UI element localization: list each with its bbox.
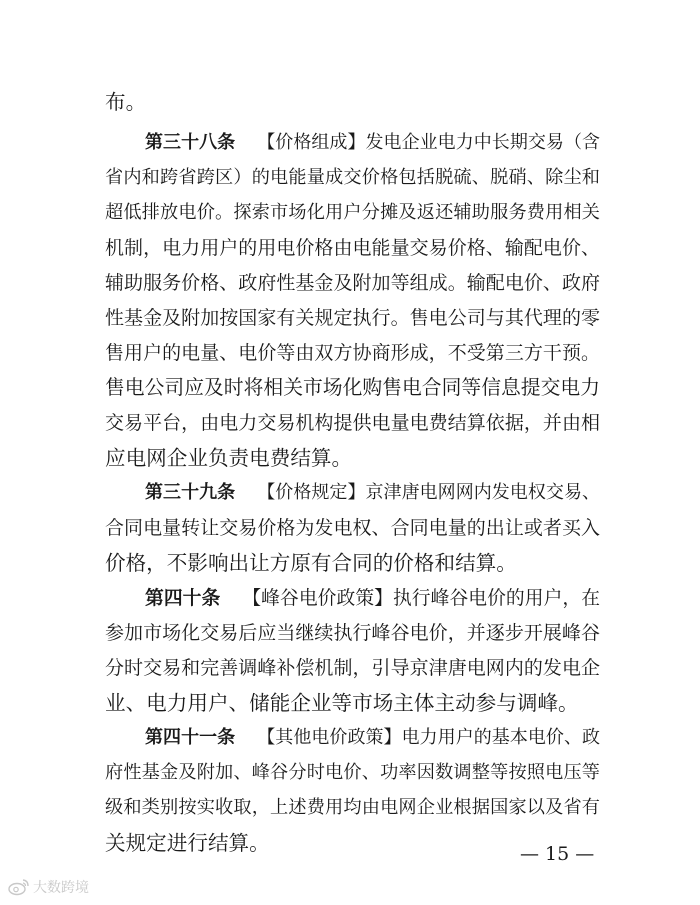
body-line [105, 655, 600, 681]
body-line [105, 550, 600, 576]
body-line [105, 445, 600, 471]
body-line [105, 620, 600, 646]
body-line [105, 410, 600, 436]
line-text: 合同电量转让交易价格为发电权、合同电量的出让或者买入 [105, 517, 600, 539]
line-text: 辅助服务价格、政府性基金及附加等组成。输配电价、政府 [105, 272, 600, 294]
line-text: 业、电力用户、储能企业等市场主体主动参与调峰。 [105, 691, 579, 715]
body-line [105, 165, 600, 191]
body-line [105, 340, 600, 366]
body-line [105, 690, 600, 716]
body-line [105, 200, 600, 226]
article-39-title: 第三十九条 [145, 482, 236, 503]
line-text: 售用户的电量、电价等由双方协商形成，不受第三方干预。 [105, 342, 600, 364]
article-41-title: 第四十一条 [145, 727, 236, 748]
body-line [105, 795, 600, 821]
line-text: 应电网企业负责电费结算。 [105, 446, 353, 470]
article-40-title: 第四十条 [145, 587, 221, 609]
line-text: 性基金及附加按国家有关规定执行。售电公司与其代理的零 [105, 307, 600, 329]
watermark [8, 876, 89, 898]
line-text: 府性基金及附加、峰谷分时电价、功率因数调整等按照电压等 [105, 762, 600, 783]
line-text: 售电公司应及时将相关市场化购售电合同等信息提交电力 [105, 376, 600, 399]
line-text: 交易平台，由电力交易机构提供电量电费结算依据，并由相 [105, 412, 600, 434]
line-text: 省内和跨省跨区）的电能量成交价格包括脱硫、脱硝、除尘和 [105, 167, 600, 188]
line-text: 机制，电力用户的用电价格由电能量交易价格、输配电价、 [105, 237, 600, 259]
body-line [105, 375, 600, 401]
article-38-heading-line [145, 130, 600, 156]
line-text: 超低排放电价。探索市场化用户分摊及返还辅助服务费用相关 [105, 202, 600, 223]
body-line [105, 515, 600, 541]
body-line [105, 760, 600, 786]
line-text: 【价格组成】发电企业电力中长期交易（含 [257, 132, 601, 153]
line-text: 布。 [105, 90, 147, 114]
line-text: 【其他电价政策】电力用户的基本电价、政 [257, 727, 601, 748]
line-text: 关规定进行结算。 [105, 831, 270, 855]
body-line [105, 89, 600, 115]
weibo-logo-icon [8, 878, 30, 896]
article-40-heading-line [145, 585, 600, 612]
line-text: 参加市场化交易后应当继续执行峰谷电价，并逐步开展峰谷 [105, 622, 600, 644]
article-41-heading-line [145, 725, 600, 751]
body-line [105, 305, 600, 331]
article-38-title: 第三十八条 [145, 132, 236, 153]
watermark-text: 大数跨境 [33, 880, 89, 896]
body-line [105, 235, 600, 261]
line-text: 【价格规定】京津唐电网网内发电权交易、 [257, 482, 601, 503]
line-text: 分时交易和完善调峰补偿机制，引导京津唐电网内的发电企 [105, 657, 600, 679]
body-line [105, 270, 600, 296]
article-39-heading-line [145, 480, 600, 506]
line-text: 【峰谷电价政策】执行峰谷电价的用户，在 [242, 588, 601, 609]
line-text: 价格，不影响出让方原有合同的价格和结算。 [105, 551, 517, 575]
page-number: — 15 — [520, 843, 595, 865]
line-text: 级和类别按实收取，上述费用均由电网企业根据国家以及省有 [105, 797, 600, 818]
